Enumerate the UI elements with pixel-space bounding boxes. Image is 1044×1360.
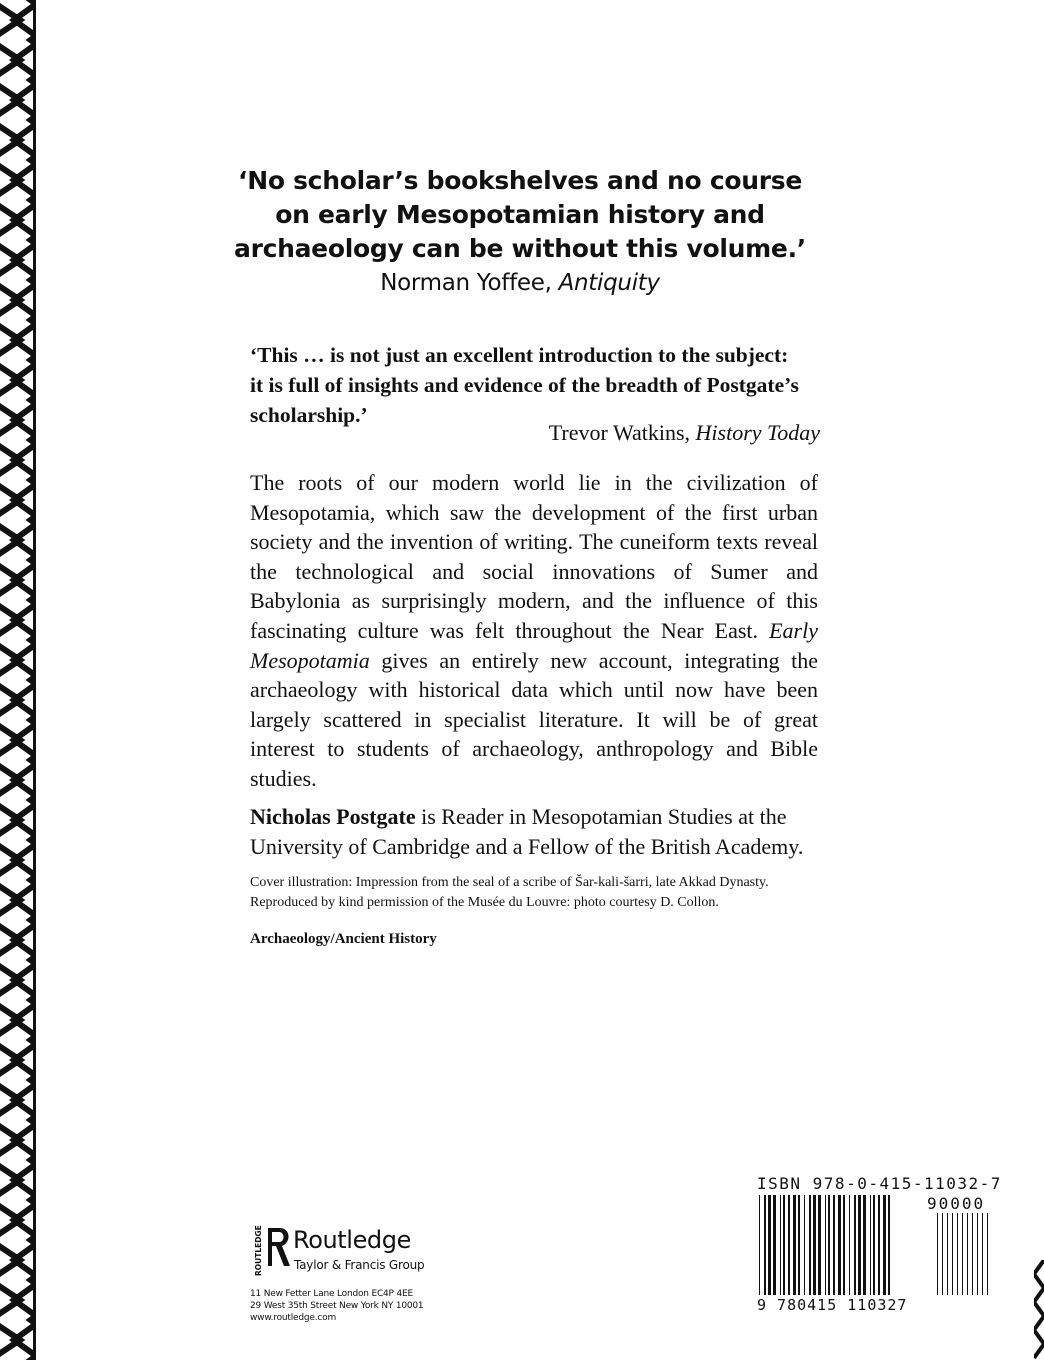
barcode-bar xyxy=(768,1195,771,1295)
barcode-addon-bar xyxy=(987,1213,988,1295)
quote-line: ‘This … is not just an excellent introduction to the subject: xyxy=(250,343,789,367)
cover-credit xyxy=(250,873,830,913)
barcode-bar xyxy=(873,1195,875,1295)
address-line: 11 New Fetter Lane London EC4P 4EE xyxy=(250,1289,413,1299)
barcode-bar xyxy=(870,1195,871,1295)
publisher-group: Taylor & Francis Group xyxy=(294,1258,425,1272)
barcode-ean-digits: 9 780415 110327 xyxy=(757,1296,908,1314)
quote-source: History Today xyxy=(695,420,820,445)
barcode-bar xyxy=(849,1195,850,1295)
barcode-addon-bar xyxy=(982,1213,983,1295)
barcode-bar xyxy=(833,1195,835,1295)
barcode-bar xyxy=(813,1195,816,1295)
address-line: www.routledge.com xyxy=(250,1313,337,1323)
isbn-label: ISBN 978-0-415-11032-7 xyxy=(757,1174,1002,1193)
quote-author: Norman Yoffee, xyxy=(380,270,552,296)
barcode-bar xyxy=(818,1195,821,1295)
barcode-bar xyxy=(838,1195,841,1295)
barcode-addon-bar xyxy=(937,1213,938,1295)
address-line: 29 West 35th Street New York NY 10001 xyxy=(250,1301,424,1311)
barcode-addon-bar xyxy=(962,1213,963,1295)
cover-credit-line: Cover illustration: Impression from the seal of a scribe of Šar-kali-šarri, late Akkad Dynasty. xyxy=(250,875,769,890)
subject-category: Archaeology/Ancient History xyxy=(250,931,437,947)
barcode-addon-bar xyxy=(942,1213,943,1295)
decorative-border xyxy=(0,0,36,1360)
barcode-bar xyxy=(854,1195,856,1295)
barcode-addon-bar xyxy=(967,1213,968,1295)
publisher-name: Routledge xyxy=(293,1226,411,1254)
quote-author: Trevor Watkins, xyxy=(548,420,691,445)
barcode-bar xyxy=(783,1195,785,1295)
barcode-bar xyxy=(825,1195,826,1295)
barcode-bar xyxy=(828,1195,830,1295)
barcode-bar xyxy=(804,1195,805,1295)
barcode-bar xyxy=(788,1195,790,1295)
publisher-vertical-wordmark xyxy=(250,1222,264,1278)
description-text: gives an entirely new account, integrating the archaeology with historical data which until now have been largely scattered in specialist literature. It will be of great interest to students of archaeology, anthropology and Bible studies. xyxy=(250,647,818,791)
quote-attribution xyxy=(200,266,840,300)
review-quote-1 xyxy=(200,164,840,300)
quote-line: on early Mesopotamian history and xyxy=(275,200,765,229)
barcode-bar xyxy=(888,1195,890,1295)
barcode-addon-digits: 90000 xyxy=(927,1194,986,1213)
barcode-bar xyxy=(793,1195,796,1295)
author-name: Nicholas Postgate xyxy=(250,804,416,829)
routledge-r-icon xyxy=(264,1226,294,1272)
publisher-address xyxy=(250,1288,423,1324)
barcode-addon-bar xyxy=(957,1213,958,1295)
barcode-bar xyxy=(883,1195,886,1295)
cover-credit-line: Reproduced by kind permission of the Musée du Louvre: photo courtesy D. Collon. xyxy=(250,895,719,910)
barcode-addon-bar xyxy=(977,1213,978,1295)
decorative-edge xyxy=(1034,1260,1044,1360)
quote-line: it is full of insights and evidence of the breadth of Postgate’s xyxy=(250,373,799,397)
barcode-bar xyxy=(809,1195,811,1295)
barcode-bar xyxy=(878,1195,880,1295)
barcode-addon-bar xyxy=(947,1213,948,1295)
description-text: The roots of our modern world lie in the civilization of Mesopotamia, which saw the development of the first urban society and the invention of writing. The cuneiform texts reveal the technological and social innovations of Sumer and Babylonia as surprisingly modern, and the influence of this fascinating culture was felt throughout the Near East. xyxy=(250,470,818,643)
barcode-bar xyxy=(780,1195,781,1295)
quote-line: archaeology can be without this volume.’ xyxy=(234,234,806,263)
book-title: Early Mesopotamia xyxy=(250,617,818,673)
bio-text: University of Cambridge and a Fellow of the British Academy. xyxy=(250,833,804,859)
quote-source: Antiquity xyxy=(558,270,660,296)
quote-line: scholarship.’ xyxy=(250,403,368,427)
author-bio xyxy=(250,802,820,861)
barcode-bar xyxy=(759,1195,760,1295)
publisher-vertical-text: ROUTLEDGE xyxy=(254,1225,263,1276)
barcode-bar xyxy=(843,1195,845,1295)
barcode-bar xyxy=(863,1195,866,1295)
quote-line: ‘No scholar’s bookshelves and no course xyxy=(238,166,802,195)
review-quote-2 xyxy=(250,340,820,448)
book-description xyxy=(250,468,818,794)
bio-text: is Reader in Mesopotamian Studies at the xyxy=(415,804,787,829)
barcode-bar xyxy=(858,1195,861,1295)
barcode-bar xyxy=(764,1195,766,1295)
barcode-bar xyxy=(773,1195,776,1295)
barcode-bar xyxy=(798,1195,800,1295)
barcode-addon-bar xyxy=(972,1213,973,1295)
publisher-logo xyxy=(250,1222,480,1282)
barcode-addon-bar xyxy=(952,1213,953,1295)
